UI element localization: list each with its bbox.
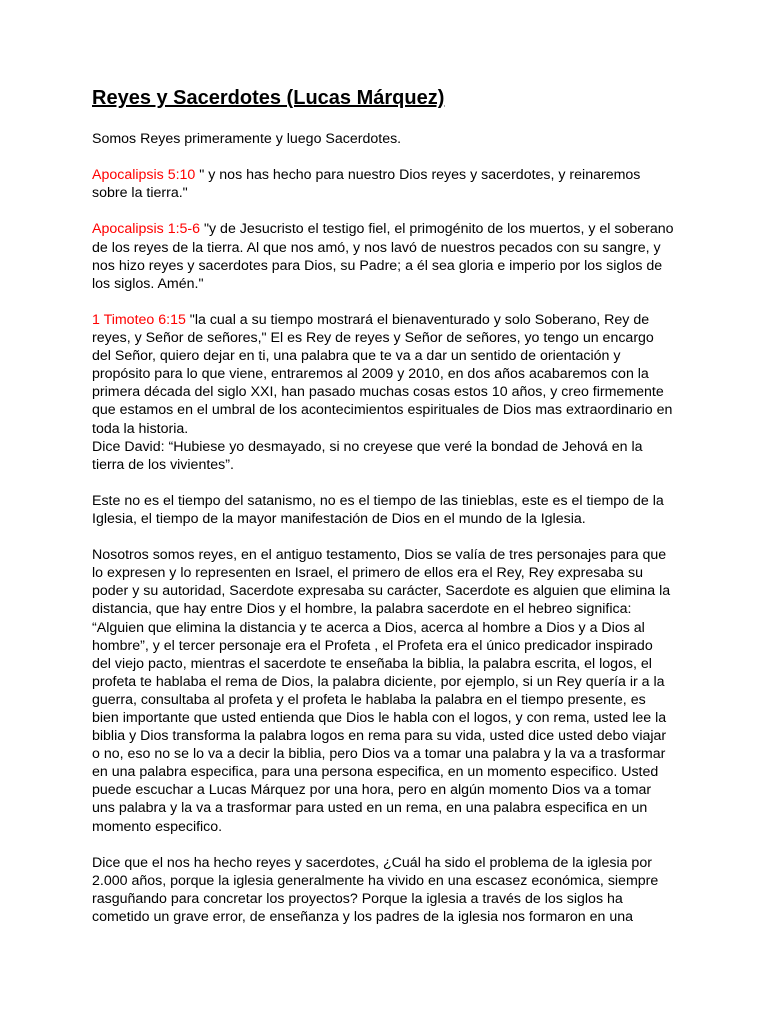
line-text: del Señor, quiero dejar en ti, una palabra que te va a dar un sentido de orientación y: [92, 348, 621, 365]
text-line: [92, 745, 682, 763]
text-line: [92, 275, 682, 293]
text-line: [92, 347, 682, 365]
line-text: 2.000 años, porque la iglesia generalmente ha vivido en una escasez económica, siempre: [92, 872, 659, 889]
text-line: [92, 383, 682, 401]
text-line: [92, 311, 682, 329]
line-text: tierra de los vivientes”.: [92, 456, 234, 473]
text-line: [92, 184, 682, 202]
line-text: sobre la tierra.": [92, 185, 188, 202]
text-line: [92, 257, 682, 275]
paragraph: [92, 492, 682, 528]
line-text: Dice que el nos ha hecho reyes y sacerdotes, ¿Cuál ha sido el problema de la iglesia por: [92, 854, 652, 871]
line-text: poder y su autoridad, Sacerdote expresaba su carácter, Sacerdote es alguien que elimina la: [92, 583, 671, 600]
text-line: [92, 492, 682, 510]
line-text: en una palabra especifica, para una persona especifica, en un momento especifico. Usted: [92, 764, 659, 781]
line-text: primera década del siglo XXI, han pasado muchas cosas estos 10 años, y creo firmemente: [92, 384, 664, 401]
text-line: [92, 510, 682, 528]
text-line: [92, 456, 682, 474]
line-text: nos hizo reyes y sacerdotes para Dios, su Padre; a él sea gloria e imperio por los siglos de: [92, 257, 663, 274]
text-line: [92, 818, 682, 836]
text-line: [92, 872, 682, 890]
line-text: Dice David: “Hubiese yo desmayado, si no creyese que veré la bondad de Jehová en la: [92, 438, 643, 455]
text-line: [92, 799, 682, 817]
paragraph: [92, 220, 682, 292]
text-line: [92, 655, 682, 673]
line-text: reyes, y Señor de señores," El es Rey de reyes y Señor de señores, yo tengo un encargo: [92, 330, 654, 347]
text-line: [92, 130, 682, 148]
line-text: momento especifico.: [92, 818, 223, 835]
line-text: toda la historia.: [92, 420, 189, 437]
text-line: [92, 329, 682, 347]
line-text: “Alguien que elimina la distancia y te acerca a Dios, acerca al hombre a Dios y a Dios al: [92, 619, 645, 636]
text-line: [92, 600, 682, 618]
text-line: [92, 637, 682, 655]
line-text: de los reyes de la tierra. Al que nos amó, y nos lavó de nuestros pecados con su sangre, y: [92, 239, 661, 256]
line-text: guerra, consultaba al profeta y el profeta le hablaba la palabra en el tiempo presente, es: [92, 691, 646, 708]
line-text: biblia y Dios transforma la palabra logos en rema para su vida, usted dice usted debo viajar: [92, 728, 667, 745]
paragraph: [92, 854, 682, 926]
paragraph: [92, 166, 682, 202]
text-line: [92, 619, 682, 637]
line-text: propósito para lo que viene, entraremos al 2009 y 2010, en dos años acabaremos con la: [92, 366, 649, 383]
line-text: que estamos en el umbral de los acontecimientos espirituales de Dios mas extraordinario en: [92, 402, 673, 419]
text-line: [92, 564, 682, 582]
text-line: [92, 401, 682, 419]
text-line: [92, 365, 682, 383]
line-text: "la cual a su tiempo mostrará el bienaventurado y solo Soberano, Rey de: [185, 311, 650, 328]
line-text: " y nos has hecho para nuestro Dios reyes y sacerdotes, y reinaremos: [195, 167, 641, 184]
text-line: [92, 709, 682, 727]
bible-reference: Apocalipsis 1:5-6: [92, 221, 201, 238]
text-line: [92, 220, 682, 238]
line-text: uns palabra y la va a trasformar para usted en un rema, en una palabra especifica en un: [92, 800, 648, 817]
text-line: [92, 890, 682, 908]
text-line: [92, 166, 682, 184]
bible-reference: 1 Timoteo 6:15: [92, 311, 186, 328]
text-line: [92, 438, 682, 456]
text-line: [92, 854, 682, 872]
line-text: o no, eso no se lo va a decir la biblia, pero Dios va a tomar una palabra y la va a trasformar: [92, 746, 666, 763]
line-text: del viejo pacto, mientras el sacerdote te enseñaba la biblia, la palabra escrita, el logos, el: [92, 655, 652, 672]
line-text: profeta te hablaba el rema de Dios, la palabra diciente, por ejemplo, si un Rey quería ir a la: [92, 673, 665, 690]
text-line: [92, 763, 682, 781]
paragraph: [92, 311, 682, 438]
text-line: [92, 691, 682, 709]
text-line: [92, 908, 682, 926]
paragraph: [92, 130, 682, 148]
line-text: cometido un grave error, de enseñanza y los padres de la iglesia nos formaron en una: [92, 909, 634, 926]
document-page: [92, 86, 682, 944]
text-line: [92, 239, 682, 257]
line-text: Somos Reyes primeramente y luego Sacerdotes.: [92, 131, 402, 147]
text-line: [92, 582, 682, 600]
document-title: Reyes y Sacerdotes (Lucas Márquez): [92, 87, 445, 109]
line-text: lo expresen y lo representen en Israel, el primero de ellos era el Rey, Rey expresaba su: [92, 565, 643, 582]
line-text: los siglos. Amén.": [92, 275, 204, 292]
text-line: [92, 781, 682, 799]
text-line: [92, 420, 682, 438]
line-text: puede escuchar a Lucas Márquez por una hora, pero en algún momento Dios va a tomar: [92, 782, 652, 799]
line-text: "y de Jesucristo el testigo fiel, el primogénito de los muertos, y el soberano: [200, 221, 674, 238]
line-text: distancia, que hay entre Dios y el hombre, la palabra sacerdote en el hebreo significa:: [92, 601, 632, 618]
line-text: rasguñando para concretar los proyectos? Porque la iglesia a través de los siglos ha: [92, 890, 623, 907]
paragraph: [92, 546, 682, 836]
line-text: bien importante que usted entienda que Dios le habla con el logos, y con rema, usted lee la: [92, 710, 667, 726]
bible-reference: Apocalipsis 5:10: [92, 167, 196, 184]
text-line: [92, 546, 682, 564]
line-text: Iglesia, el tiempo de la mayor manifestación de Dios en el mundo de la Iglesia.: [92, 510, 586, 527]
line-text: Este no es el tiempo del satanismo, no es el tiempo de las tinieblas, este es el tiempo de la: [92, 492, 664, 509]
line-text: Nosotros somos reyes, en el antiguo testamento, Dios se valía de tres personajes para que: [92, 547, 667, 564]
text-line: [92, 673, 682, 691]
line-text: hombre”, y el tercer personaje era el Profeta , el Profeta era el único predicador inspirado: [92, 637, 653, 654]
document-body: [92, 130, 682, 926]
paragraph: [92, 438, 682, 474]
text-line: [92, 727, 682, 745]
